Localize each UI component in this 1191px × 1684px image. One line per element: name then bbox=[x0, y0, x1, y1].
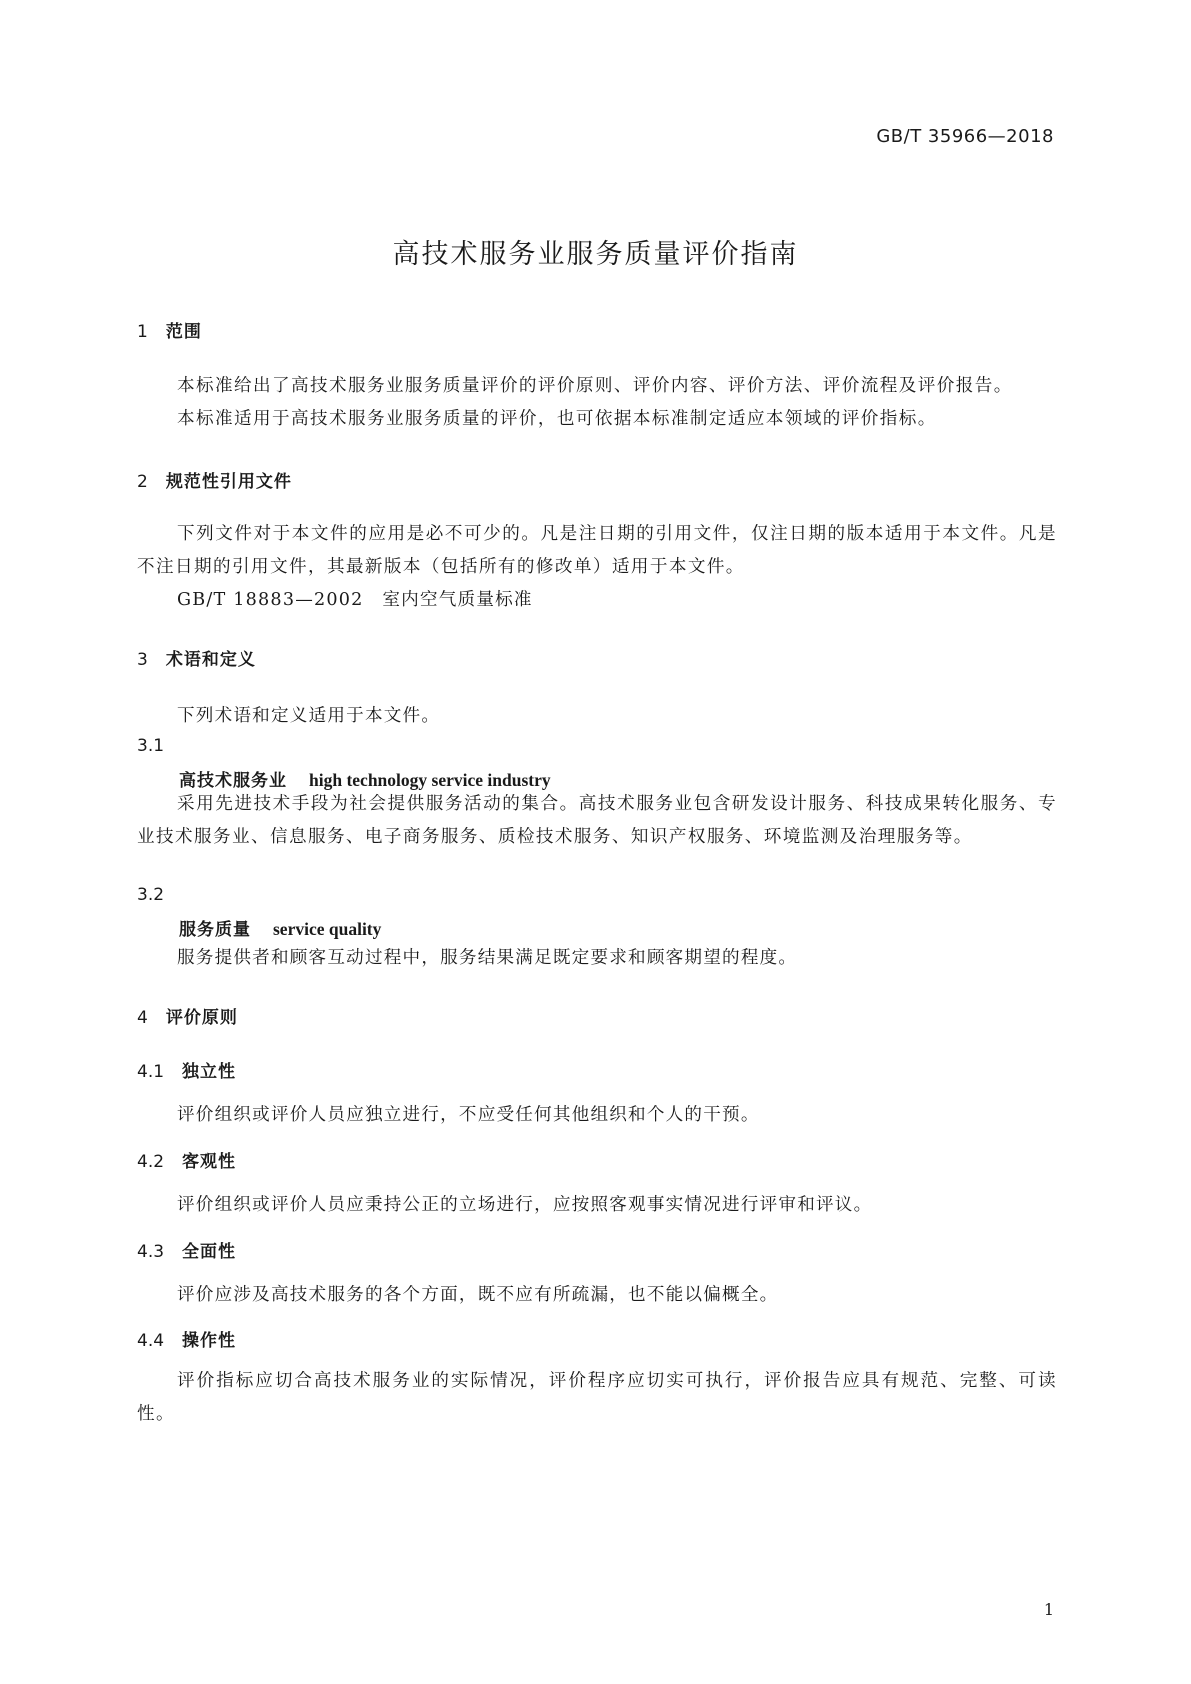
section-number: 1 bbox=[137, 322, 148, 342]
section-label: 独立性 bbox=[182, 1062, 237, 1082]
section-number: 4.1 bbox=[137, 1062, 165, 1082]
section-3-heading bbox=[137, 645, 256, 670]
paragraph: 下列术语和定义适用于本文件。 bbox=[177, 706, 441, 726]
term-entry bbox=[179, 915, 381, 940]
paragraph: 本标准适用于高技术服务业服务质量的评价，也可依据本标准制定适应本领域的评价指标。 bbox=[177, 409, 937, 429]
term-number: 3.1 bbox=[137, 736, 165, 756]
section-label: 全面性 bbox=[182, 1242, 237, 1262]
paragraph: 下列文件对于本文件的应用是必不可少的。凡是注日期的引用文件，仅注日期的版本适用于本文件。凡是不注日期的引用文件，其最新版本（包括所有的修改单）适用于本文件。 bbox=[137, 524, 1057, 577]
normative-reference: GB/T 18883—2002 室内空气质量标准 bbox=[177, 590, 533, 610]
paragraph: 评价组织或评价人员应秉持公正的立场进行，应按照客观事实情况进行评审和评议。 bbox=[177, 1195, 873, 1215]
section-number: 2 bbox=[137, 472, 148, 492]
section-4-heading bbox=[137, 1003, 238, 1028]
term-chinese: 高技术服务业 bbox=[179, 771, 287, 791]
standard-number: GB/T 35966—2018 bbox=[876, 126, 1054, 147]
subsection-4-2-heading bbox=[137, 1147, 236, 1172]
term-chinese: 服务质量 bbox=[179, 920, 251, 940]
section-label: 规范性引用文件 bbox=[165, 472, 292, 492]
term-english: service quality bbox=[273, 919, 382, 939]
subsection-4-3-heading bbox=[137, 1237, 236, 1262]
section-number: 4.4 bbox=[137, 1331, 165, 1351]
document-title: 高技术服务业服务质量评价指南 bbox=[392, 239, 799, 270]
paragraph: 评价指标应切合高技术服务业的实际情况，评价程序应切实可执行，评价报告应具有规范、完整、可读性。 bbox=[137, 1371, 1057, 1424]
term-english: high technology service industry bbox=[309, 770, 551, 790]
term-definition: 服务提供者和顾客互动过程中，服务结果满足既定要求和顾客期望的程度。 bbox=[177, 948, 798, 968]
subsection-4-1-heading bbox=[137, 1057, 236, 1082]
term-definition: 采用先进技术手段为社会提供服务活动的集合。高技术服务业包含研发设计服务、科技成果转化服务、专业技术服务业、信息服务、电子商务服务、质检技术服务、知识产权服务、环境监测及治理服务等。 bbox=[137, 794, 1057, 847]
section-number: 4.3 bbox=[137, 1242, 165, 1262]
subsection-4-4-heading bbox=[137, 1326, 236, 1351]
section-number: 4.2 bbox=[137, 1152, 165, 1172]
section-label: 术语和定义 bbox=[165, 650, 256, 670]
section-label: 客观性 bbox=[182, 1152, 237, 1172]
section-label: 范围 bbox=[165, 322, 202, 342]
section-number: 4 bbox=[137, 1008, 148, 1028]
paragraph: 评价组织或评价人员应独立进行，不应受任何其他组织和个人的干预。 bbox=[177, 1105, 760, 1125]
section-label: 评价原则 bbox=[165, 1008, 238, 1028]
paragraph: 本标准给出了高技术服务业服务质量评价的评价原则、评价内容、评价方法、评价流程及评价报告。 bbox=[177, 376, 1013, 396]
section-2-heading bbox=[137, 467, 292, 492]
section-label: 操作性 bbox=[182, 1331, 237, 1351]
section-number: 3 bbox=[137, 650, 148, 670]
page-number: 1 bbox=[1043, 1600, 1054, 1619]
term-number: 3.2 bbox=[137, 885, 165, 905]
paragraph: 评价应涉及高技术服务的各个方面，既不应有所疏漏，也不能以偏概全。 bbox=[177, 1285, 779, 1305]
section-1-heading bbox=[137, 317, 202, 342]
